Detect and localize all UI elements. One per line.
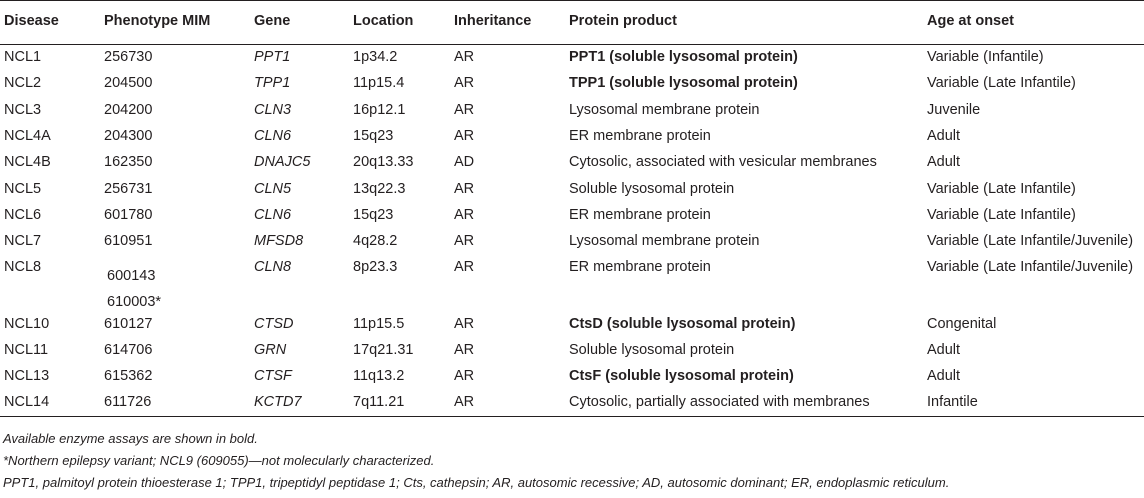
cell-disease: NCL7 <box>4 233 42 250</box>
header-location: Location <box>353 1 454 45</box>
cell-inheritance: AR <box>454 180 475 197</box>
cell-inheritance: AR <box>454 315 475 332</box>
cell-age-at-onset: Variable (Late Infantile/Juvenile) <box>927 258 1134 275</box>
table-row <box>0 311 1144 337</box>
cell-age-at-onset: Congenital <box>927 315 997 332</box>
cell-location: 15q23 <box>353 128 394 145</box>
cell-inheritance: AD <box>454 154 475 171</box>
cell-location: 17q21.31 <box>353 341 414 358</box>
table-row <box>0 229 1144 255</box>
table-row <box>0 363 1144 389</box>
mim-number-secondary: 610003* <box>107 293 162 310</box>
header-phenotype-mim: Phenotype MIM <box>104 1 254 45</box>
mim-number: 601780 <box>104 206 153 223</box>
cell-gene: GRN <box>254 341 287 358</box>
cell-phenotype-mim <box>104 71 254 97</box>
cell-location: 15q23 <box>353 206 394 223</box>
cell-phenotype-mim <box>104 176 254 202</box>
cell-protein-product: PPT1 (soluble lysosomal protein) <box>569 49 798 66</box>
cell-phenotype-mim <box>104 363 254 389</box>
table-row <box>0 45 1144 71</box>
cell-location: 13q22.3 <box>353 180 406 197</box>
footnote-bold-assays: Available enzyme assays are shown in bold. <box>3 431 258 446</box>
cell-phenotype-mim <box>104 45 254 71</box>
cell-gene: CLN6 <box>254 206 292 223</box>
mim-number: 256730 <box>104 49 153 66</box>
cell-location: 11q13.2 <box>353 368 405 385</box>
cell-protein-product: Lysosomal membrane protein <box>569 101 760 118</box>
cell-location: 4q28.2 <box>353 233 398 250</box>
cell-disease: NCL14 <box>0 390 104 416</box>
cell-phenotype-mim <box>104 97 254 123</box>
table-row <box>0 390 1144 416</box>
cell-age-at-onset: Juvenile <box>927 101 981 118</box>
cell-inheritance: AR <box>454 206 475 223</box>
table-row <box>0 71 1144 97</box>
mim-number: 204500 <box>104 75 153 92</box>
cell-disease: NCL1 <box>4 49 42 66</box>
cell-phenotype-mim <box>104 311 254 337</box>
cell-protein-product: Lysosomal membrane protein <box>569 233 760 250</box>
cell-gene: CLN8 <box>254 258 292 275</box>
cell-location: 20q13.33 <box>353 154 414 171</box>
cell-age-at-onset: Adult <box>927 154 961 171</box>
mim-number: 615362 <box>104 368 153 385</box>
table-row <box>0 255 1144 311</box>
mim-number: 162350 <box>104 154 153 171</box>
footnote-northern-epilepsy: *Northern epilepsy variant; NCL9 (609055)—not molecularly characterized. <box>3 453 435 468</box>
table-row <box>0 150 1144 176</box>
table-row <box>0 176 1144 202</box>
cell-phenotype-mim <box>104 337 254 363</box>
cell-phenotype-mim <box>104 390 254 416</box>
cell-gene: DNAJC5 <box>254 154 311 171</box>
cell-inheritance: AR <box>454 390 569 416</box>
cell-disease: NCL13 <box>4 368 50 385</box>
cell-location: 7q11.21 <box>353 390 454 416</box>
cell-gene: TPP1 <box>254 75 291 92</box>
footnote-abbreviations: PPT1, palmitoyl protein thioesterase 1; TPP1, tripeptidyl peptidase 1; Cts, cathepsin; AR, autosomic recessive; AD, autosomic dominant; ER, endoplasmic reticulum. <box>3 475 950 490</box>
cell-location: 11p15.4 <box>353 75 405 92</box>
cell-protein-product: CtsF (soluble lysosomal protein) <box>569 368 794 385</box>
cell-phenotype-mim <box>104 150 254 176</box>
cell-inheritance: AR <box>454 101 475 118</box>
cell-gene: CLN3 <box>254 101 292 118</box>
cell-gene: KCTD7 <box>254 390 353 416</box>
cell-phenotype-mim <box>104 255 254 311</box>
cell-inheritance: AR <box>454 233 475 250</box>
cell-protein-product: Soluble lysosomal protein <box>569 341 735 358</box>
cell-protein-product: CtsD (soluble lysosomal protein) <box>569 315 796 332</box>
cell-age-at-onset: Variable (Infantile) <box>927 49 1044 66</box>
cell-gene: CTSF <box>254 368 292 385</box>
cell-protein-product: ER membrane protein <box>569 258 711 275</box>
cell-phenotype-mim <box>104 202 254 228</box>
cell-disease: NCL3 <box>4 101 42 118</box>
cell-disease: NCL11 <box>4 341 49 358</box>
cell-location: 11p15.5 <box>353 315 405 332</box>
mim-number: 204200 <box>104 101 153 118</box>
mim-number: 600143 <box>107 267 156 284</box>
cell-gene: CLN6 <box>254 128 292 145</box>
cell-inheritance: AR <box>454 75 475 92</box>
cell-inheritance: AR <box>454 368 475 385</box>
cell-disease: NCL5 <box>4 180 42 197</box>
cell-age-at-onset: Adult <box>927 341 961 358</box>
header-gene: Gene <box>254 1 353 45</box>
cell-location: 8p23.3 <box>353 258 398 275</box>
cell-location: 1p34.2 <box>353 49 398 66</box>
mim-number: 610951 <box>104 233 153 250</box>
cell-protein-product: TPP1 (soluble lysosomal protein) <box>569 75 798 92</box>
cell-disease: NCL8 <box>4 258 42 275</box>
cell-protein-product: Cytosolic, associated with vesicular membranes <box>569 154 877 171</box>
cell-age-at-onset: Adult <box>927 128 961 145</box>
mim-number: 256731 <box>104 180 153 197</box>
cell-phenotype-mim <box>104 229 254 255</box>
cell-disease: NCL4A <box>4 128 51 145</box>
cell-gene: PPT1 <box>254 49 291 66</box>
mim-number: 614706 <box>104 341 153 358</box>
table-row <box>0 202 1144 228</box>
cell-gene: CLN5 <box>254 180 292 197</box>
header-disease: Disease <box>0 1 104 45</box>
cell-gene: CTSD <box>254 315 294 332</box>
cell-age-at-onset: Variable (Late Infantile/Juvenile) <box>927 233 1134 250</box>
cell-gene: MFSD8 <box>254 233 304 250</box>
cell-inheritance: AR <box>454 49 475 66</box>
cell-disease: NCL2 <box>4 75 42 92</box>
cell-protein-product: Soluble lysosomal protein <box>569 180 735 197</box>
mim-number: 204300 <box>104 128 153 145</box>
cell-protein-product: Cytosolic, partially associated with membranes <box>569 390 927 416</box>
cell-protein-product: ER membrane protein <box>569 128 711 145</box>
header-protein-product: Protein product <box>569 1 927 45</box>
table-header-row <box>0 1 1144 45</box>
table-row <box>0 123 1144 149</box>
cell-disease: NCL4B <box>4 154 51 171</box>
cell-inheritance: AR <box>454 341 475 358</box>
mim-number: 611726 <box>104 394 152 411</box>
cell-inheritance: AR <box>454 128 475 145</box>
table-row <box>0 97 1144 123</box>
cell-age-at-onset: Variable (Late Infantile) <box>927 206 1076 223</box>
cell-inheritance: AR <box>454 258 475 275</box>
cell-age-at-onset: Adult <box>927 368 961 385</box>
table-body <box>0 45 1144 417</box>
table-footnotes <box>3 428 1143 494</box>
cell-age-at-onset: Variable (Late Infantile) <box>927 75 1076 92</box>
cell-phenotype-mim <box>104 123 254 149</box>
header-age-at-onset: Age at onset <box>927 1 1144 45</box>
header-inheritance: Inheritance <box>454 1 569 45</box>
cell-location: 16p12.1 <box>353 101 406 118</box>
cell-disease: NCL10 <box>4 315 50 332</box>
table-row <box>0 337 1144 363</box>
cell-disease: NCL6 <box>4 206 42 223</box>
mim-number: 610127 <box>104 315 153 332</box>
cell-age-at-onset: Variable (Late Infantile) <box>927 180 1076 197</box>
cell-age-at-onset: Infantile <box>927 390 1144 416</box>
cell-protein-product: ER membrane protein <box>569 206 711 223</box>
